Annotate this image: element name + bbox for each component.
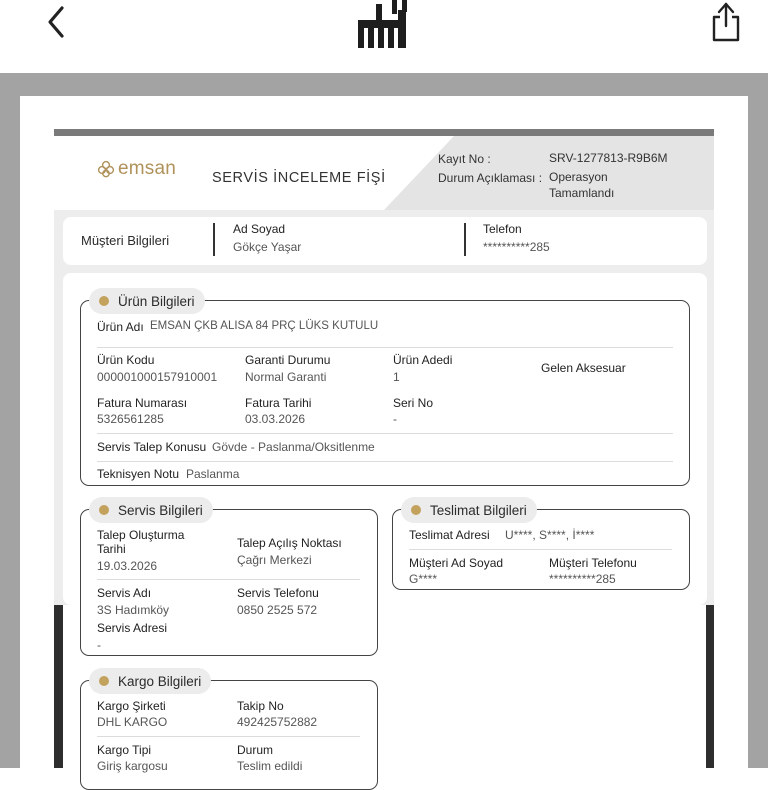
request-opening-label: Talep Açılış Noktası [237,536,342,550]
separator [409,549,672,550]
tracking-number-value: 492425752882 [237,715,318,729]
cargo-status-label: Durum [237,743,274,757]
request-created-label-line2: Tarihi [97,542,126,556]
document-dark-edge [706,605,714,768]
product-qty-label: Ürün Adedi [393,353,453,367]
delivery-address-label: Teslimat Adresi [409,528,490,542]
delivery-customer-phone-value: **********285 [549,572,616,586]
record-number-label: Kayıt No : [438,152,491,166]
serial-number-label: Seri No [393,396,434,410]
warranty-label: Garanti Durumu [245,353,331,367]
accessory-label: Gelen Aksesuar [541,361,626,375]
delivery-info-title: Teslimat Bilgileri [430,502,527,518]
status-description-label: Durum Açıklaması : [438,171,543,185]
invoice-date-value: 03.03.2026 [245,412,306,426]
emsan-flower-icon [97,160,115,178]
product-info-title: Ürün Bilgileri [118,293,195,309]
bullet-dot-icon [99,296,109,306]
cargo-company-label: Kargo Şirketi [97,699,166,713]
product-code-value: 000001000157910001 [97,370,218,384]
cargo-company-value: DHL KARGO [97,715,168,729]
cargo-status-value: Teslim edildi [237,759,303,773]
service-name-label: Servis Adı [97,586,152,600]
delivery-address-value: U****, S****, İ**** [505,528,595,542]
share-icon[interactable] [706,0,746,44]
service-address-value: - [97,638,101,652]
product-info-header [89,288,205,314]
status-description-value-line2: Tamamlandı [549,186,615,200]
brand-logo [97,158,176,180]
customer-name-label: Ad Soyad [233,222,286,236]
cargo-type-value: Giriş kargosu [97,759,168,773]
service-topic-label: Servis Talep Konusu [97,440,207,454]
separator [97,461,673,462]
delivery-info-header [401,497,537,523]
service-phone-label: Servis Telefonu [237,586,319,600]
request-created-label-line1: Talep Oluşturma [97,528,185,542]
cargo-type-label: Kargo Tipi [97,743,152,757]
divider [464,223,466,256]
separator [97,579,360,580]
separator [97,433,673,434]
cargo-info-header [89,668,211,694]
delivery-customer-phone-label: Müşteri Telefonu [549,556,637,570]
record-number-value: SRV-1277813-R9B6M [549,151,668,165]
customer-info-title: Müşteri Bilgileri [81,233,170,248]
service-info-header [89,497,213,523]
customer-phone-value: **********285 [483,240,550,254]
document-dark-edge [54,605,63,768]
product-name-label: Ürün Adı [97,320,144,334]
separator [97,347,673,348]
technician-note-label: Teknisyen Notu [97,467,180,481]
tracking-number-label: Takip No [237,699,284,713]
cargo-info-title: Kargo Bilgileri [118,673,202,689]
product-code-label: Ürün Kodu [97,353,155,367]
warranty-value: Normal Garanti [245,370,327,384]
delivery-customer-name-label: Müşteri Ad Soyad [409,556,504,570]
document-top-border [54,129,714,136]
bullet-dot-icon [99,676,109,686]
customer-phone-label: Telefon [483,222,522,236]
separator [97,736,360,737]
top-navigation-bar [0,0,768,73]
request-created-value: 19.03.2026 [97,559,158,573]
product-name-value: EMSAN ÇKB ALISA 84 PRÇ LÜKS KUTULU [150,320,379,332]
status-description-value-line1: Operasyon [549,170,608,184]
chevron-left-icon[interactable] [40,2,76,42]
serial-number-value: - [393,412,397,426]
brand-name: emsan [118,158,177,179]
cargo-info-box [80,680,378,790]
bullet-dot-icon [99,505,109,515]
delivery-customer-name-value: G**** [409,572,438,586]
invoice-number-label: Fatura Numarası [97,396,188,410]
customer-name-value: Gökçe Yaşar [233,240,302,254]
request-opening-value: Çağrı Merkezi [237,553,312,567]
deer-logo-icon [356,0,410,50]
divider [213,223,215,256]
service-topic-value: Gövde - Paslanma/Oksitlenme [212,440,375,454]
service-address-label: Servis Adresi [97,621,168,635]
service-name-value: 3S Hadımköy [97,603,170,617]
technician-note-value: Paslanma [186,467,240,481]
invoice-number-value: 5326561285 [97,412,164,426]
document-title: SERVİS İNCELEME FİŞİ [212,170,386,186]
product-qty-value: 1 [393,370,400,384]
service-info-title: Servis Bilgileri [118,502,203,518]
bullet-dot-icon [411,505,421,515]
invoice-date-label: Fatura Tarihi [245,396,312,410]
service-phone-value: 0850 2525 572 [237,603,318,617]
